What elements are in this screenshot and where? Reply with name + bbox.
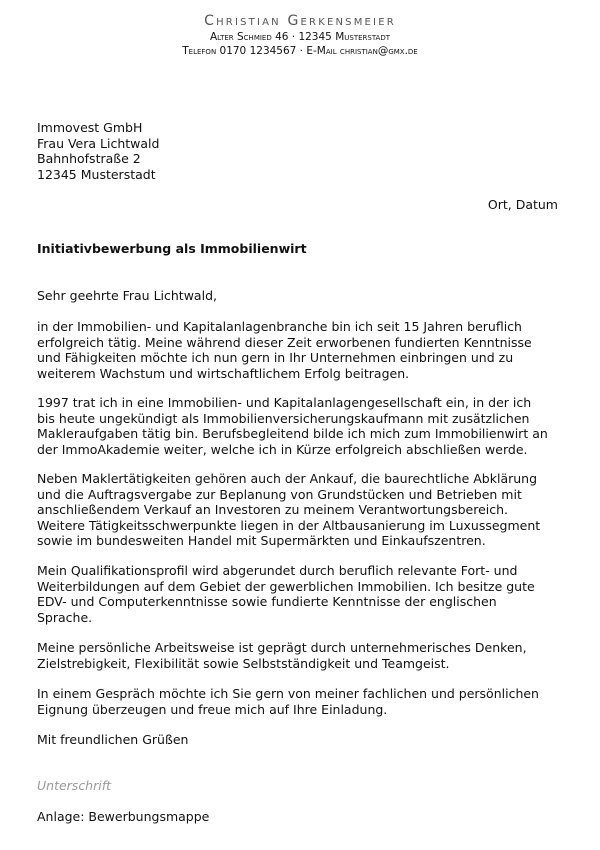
recipient-company: Immovest GmbH [37, 120, 143, 135]
sender-address: Alter Schmied 46 · 12345 Musterstadt [209, 31, 391, 43]
paragraph-line: Eignung überzeugen und freue mich auf Ihre Einladung. [37, 701, 388, 717]
body-paragraph-2 [37, 395, 567, 457]
place-date: Ort, Datum [487, 197, 558, 212]
closing-formula: Mit freundlichen Grüßen [37, 732, 189, 747]
paragraph-line: Zielstrebigkeit, Flexibilität sowie Selbstständigkeit und Teamgeist. [37, 655, 450, 671]
body-paragraph-3 [37, 471, 567, 549]
body-paragraph-6 [37, 686, 567, 717]
paragraph-line: erfolgreich tätig. Meine während dieser Zeit erworbenen fundierten Kenntnisse [37, 334, 532, 350]
paragraph-line: sowie im bundesweiten Handel mit Supermärkten und Einkaufszentren. [37, 533, 486, 548]
salutation: Sehr geehrte Frau Lichtwald, [37, 288, 217, 303]
body-paragraph-1 [37, 319, 567, 381]
paragraph-line: Weitere Tätigkeitsschwerpunkte liegen in der Altbausanierung im Luxussegment [37, 517, 541, 533]
paragraph-line: Makleraufgaben tätig bin. Berufsbegleitend bilde ich mich zum Immobilienwirt an [37, 426, 548, 441]
paragraph-line: Mein Qualifikationsprofil wird abgerundet durch beruflich relevante Fort- und [37, 563, 518, 578]
sender-contact: Telefon 0170 1234567 · E-Mail christian@gmx.de [182, 45, 418, 57]
paragraph-line: 1997 trat ich in eine Immobilien- und Kapitalanlagengesellschaft ein, in der ich [37, 395, 532, 410]
paragraph-line: bis heute ungekündigt als Immobilienversicherungskaufmann mit zusätzlichen [37, 410, 530, 426]
paragraph-line: und Fähigkeiten möchte ich nun gern in Ihr Unternehmen einbringen und zu [37, 350, 514, 365]
paragraph-line: Neben Maklertätigkeiten gehören auch der Ankauf, die baurechtliche Abklärung [37, 471, 538, 486]
sender-name: Christian Gerkensmeier [204, 13, 396, 29]
paragraph-line: Meine persönliche Arbeitsweise ist geprägt durch unternehmerisches Denken, [37, 640, 527, 655]
paragraph-line: EDV- und Computerkenntnisse sowie fundierte Kenntnisse der englischen [37, 594, 497, 609]
signature-placeholder: Unterschrift [37, 778, 112, 793]
body-paragraph-5 [37, 640, 567, 671]
recipient-person: Frau Vera Lichtwald [37, 135, 160, 151]
paragraph-line: und die Auftragsvergabe zur Beplanung von Grundstücken und Betrieben mit [37, 486, 522, 502]
recipient-city: 12345 Musterstadt [37, 166, 156, 182]
paragraph-line: in der Immobilien- und Kapitalanlagenbranche bin ich seit 15 Jahren beruflich [37, 319, 522, 334]
subject-line: Initiativbewerbung als Immobilienwirt [37, 241, 307, 256]
recipient-street: Bahnhofstraße 2 [37, 151, 141, 166]
recipient-address-block [37, 120, 159, 182]
body-paragraph-4 [37, 563, 567, 625]
paragraph-line: der ImmoAkademie weiter, welche ich in Kürze erfolgreich abschließen werde. [37, 441, 528, 457]
paragraph-line: Weiterbildungen auf dem Gebiet der gewerblichen Immobilien. Ich besitze gute [37, 578, 535, 594]
paragraph-line: Sprache. [37, 609, 93, 625]
attachment-note: Anlage: Bewerbungsmappe [37, 809, 210, 824]
paragraph-line: In einem Gespräch möchte ich Sie gern von meiner fachlichen und persönlichen [37, 686, 539, 701]
paragraph-line: weiterem Wachstum und wirtschaftlichem Erfolg beitragen. [37, 365, 410, 381]
letterhead [0, 12, 600, 58]
paragraph-line: anschließendem Verkauf an Investoren zu meinem Verantwortungsbereich. [37, 502, 509, 517]
